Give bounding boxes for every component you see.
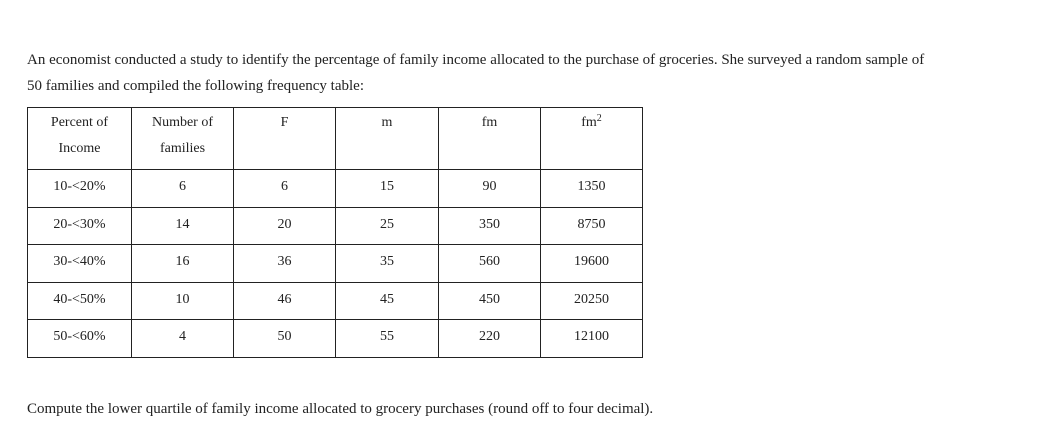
cell-fm2: 20250	[541, 282, 643, 320]
cell-class: 20-<30%	[28, 207, 132, 245]
cell-midpoint: 25	[336, 207, 439, 245]
cell-fm: 90	[439, 170, 541, 208]
intro-line-2: 50 families and compiled the following frequency table:	[27, 78, 364, 94]
cell-fm2: 19600	[541, 245, 643, 283]
table-body	[28, 170, 643, 358]
cell-fm2: 12100	[541, 320, 643, 358]
cell-cumulative: 6	[234, 170, 336, 208]
header-midpoint: m	[336, 108, 439, 170]
cell-midpoint: 45	[336, 282, 439, 320]
header-fm: fm	[439, 108, 541, 170]
cell-cumulative: 20	[234, 207, 336, 245]
cell-midpoint: 35	[336, 245, 439, 283]
table-row	[28, 320, 643, 358]
cell-class: 10-<20%	[28, 170, 132, 208]
cell-class: 50-<60%	[28, 320, 132, 358]
question-text: Compute the lower quartile of family income allocated to grocery purchases (round off to four decimal).	[27, 401, 654, 417]
cell-fm2: 8750	[541, 207, 643, 245]
header-number-of-families	[132, 108, 234, 170]
cell-fm: 560	[439, 245, 541, 283]
table-header-row	[28, 108, 643, 170]
cell-families: 6	[132, 170, 234, 208]
cell-cumulative: 36	[234, 245, 336, 283]
cell-families: 14	[132, 207, 234, 245]
header-families-line-1: Number of	[151, 115, 214, 130]
intro-line-1: An economist conducted a study to identify the percentage of family income allocated to the purchase of groceries. She surveyed a random sample of	[27, 52, 925, 68]
header-families-line-2: families	[159, 141, 206, 156]
cell-fm: 450	[439, 282, 541, 320]
header-fm2-base: fm	[581, 115, 597, 130]
cell-cumulative: 50	[234, 320, 336, 358]
cell-class: 40-<50%	[28, 282, 132, 320]
cell-families: 16	[132, 245, 234, 283]
cell-midpoint: 55	[336, 320, 439, 358]
header-percent-line-2: Income	[58, 141, 101, 156]
cell-cumulative: 46	[234, 282, 336, 320]
cell-families: 10	[132, 282, 234, 320]
table-row	[28, 170, 643, 208]
frequency-table	[27, 107, 643, 358]
header-fm2-exponent: 2	[596, 113, 602, 124]
table-row	[28, 207, 643, 245]
header-fm-squared	[541, 108, 643, 170]
header-percent-of-income	[28, 108, 132, 170]
cell-fm: 220	[439, 320, 541, 358]
table-row	[28, 245, 643, 283]
cell-families: 4	[132, 320, 234, 358]
header-cumulative-frequency: F	[234, 108, 336, 170]
intro-paragraph	[27, 47, 1027, 99]
cell-fm: 350	[439, 207, 541, 245]
cell-midpoint: 15	[336, 170, 439, 208]
cell-fm2: 1350	[541, 170, 643, 208]
header-percent-line-1: Percent of	[50, 115, 109, 130]
table-row	[28, 282, 643, 320]
cell-class: 30-<40%	[28, 245, 132, 283]
